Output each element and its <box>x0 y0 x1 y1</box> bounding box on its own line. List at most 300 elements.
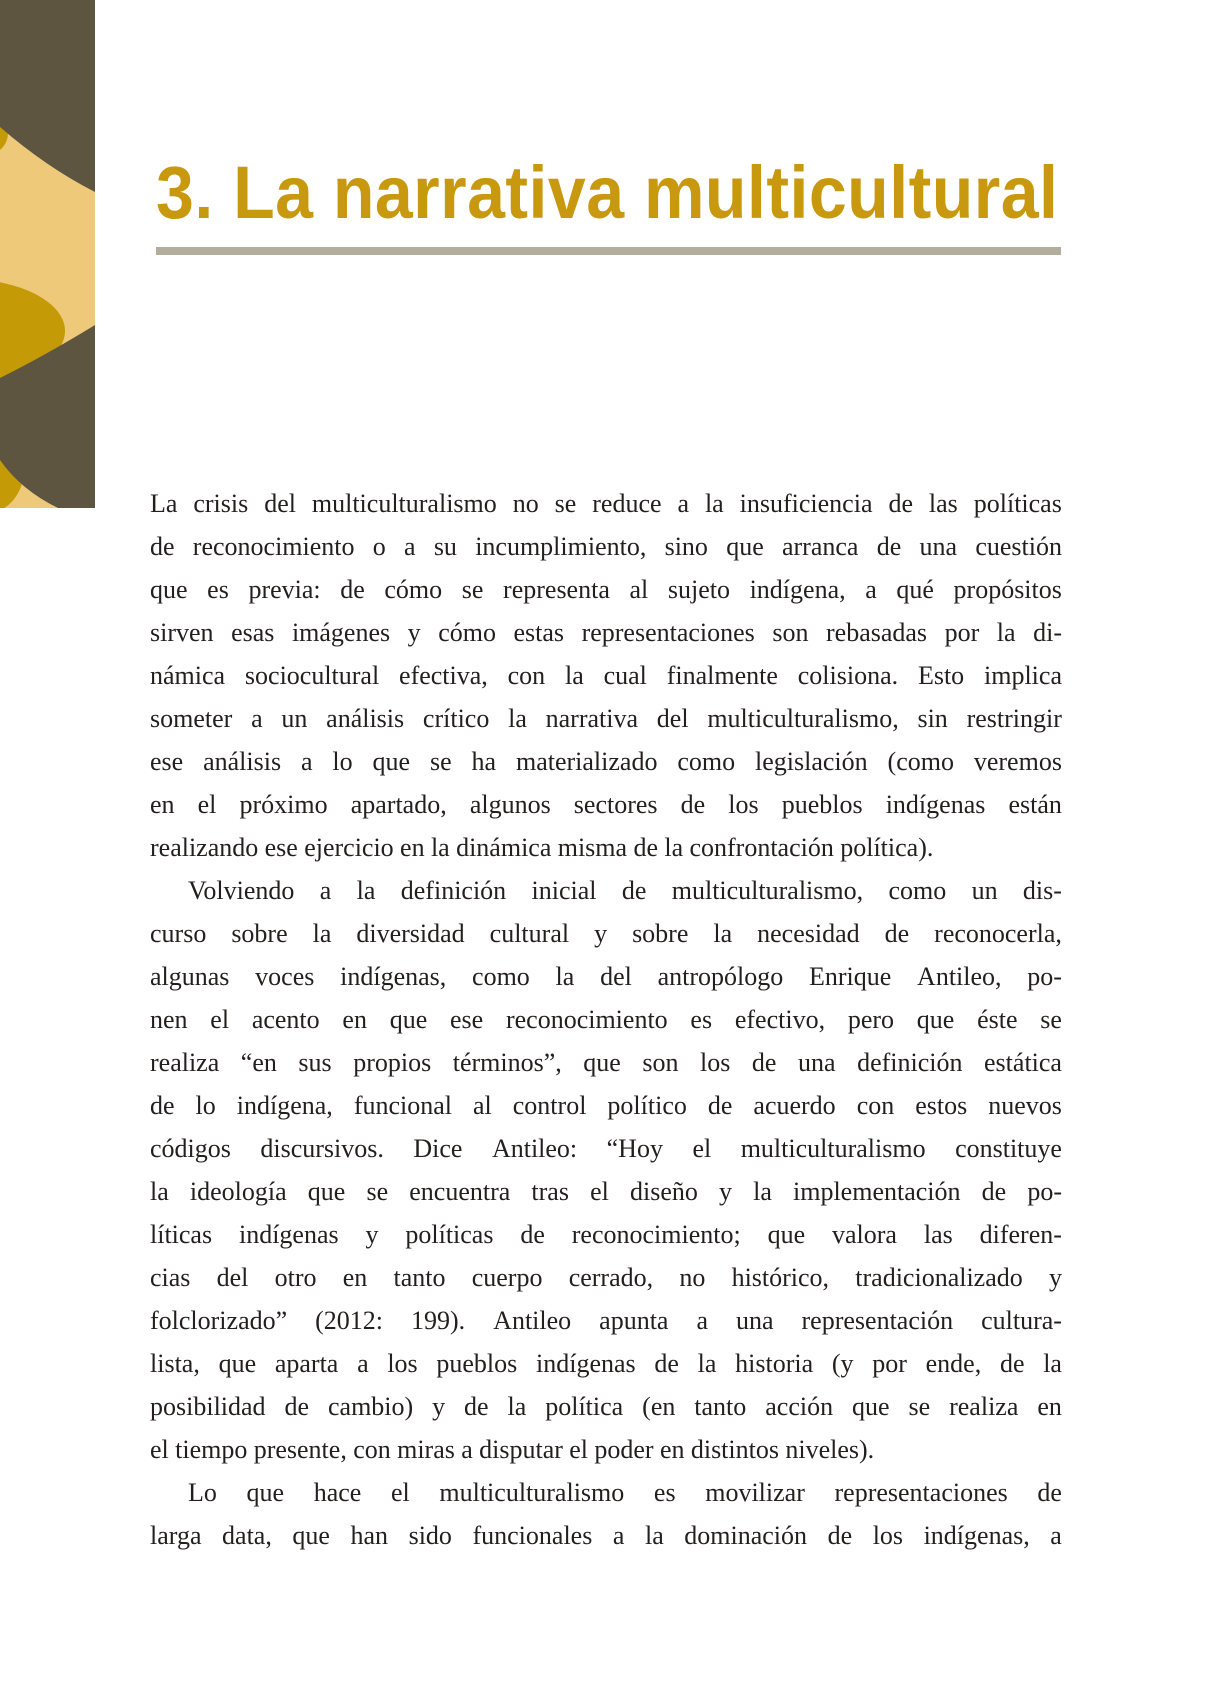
word: sido <box>408 1521 452 1550</box>
body-line <box>150 1213 1062 1256</box>
word: por <box>944 618 980 647</box>
body-line <box>150 1256 1062 1299</box>
word: (en <box>642 1392 676 1421</box>
word: lo <box>332 747 353 776</box>
word: confrontación <box>689 833 834 862</box>
body-line <box>150 740 1062 783</box>
word: arranca <box>781 532 859 561</box>
word: po- <box>1027 1177 1062 1206</box>
word: crítico <box>422 704 490 733</box>
word: la <box>150 1177 169 1206</box>
word: dinámica <box>456 833 552 862</box>
word: como <box>677 747 736 776</box>
word: o <box>372 532 386 561</box>
word: son <box>772 618 809 647</box>
word: discursivos. <box>260 1134 384 1163</box>
word: tras <box>531 1177 569 1206</box>
word: algunas <box>150 962 230 991</box>
word: que <box>292 1521 330 1550</box>
word: esas <box>231 618 275 647</box>
word: del <box>600 962 632 991</box>
word: disputar <box>479 1435 563 1464</box>
word: legislación <box>755 747 868 776</box>
word: al <box>473 1091 492 1120</box>
word: la <box>1043 1349 1062 1378</box>
body-line <box>150 1342 1062 1385</box>
word: éste <box>977 1005 1018 1034</box>
word: han <box>350 1521 389 1550</box>
word: de <box>150 532 175 561</box>
body-line <box>150 611 1062 654</box>
word: Lo <box>188 1478 217 1507</box>
word: tanto <box>393 1263 446 1292</box>
word: multiculturalismo <box>740 1134 926 1163</box>
body-line <box>150 1514 1062 1557</box>
word: ese <box>450 1005 484 1034</box>
word: de <box>884 919 910 948</box>
word: la <box>430 833 450 862</box>
word: nuevos <box>988 1091 1062 1120</box>
body-line <box>150 1299 1062 1342</box>
body-line <box>150 955 1062 998</box>
word: y <box>432 1392 446 1421</box>
word: valora <box>832 1220 897 1249</box>
word: folclorizado” <box>150 1306 288 1335</box>
word: hace <box>313 1478 362 1507</box>
word: rebasadas <box>826 618 928 647</box>
word: realiza <box>150 1048 220 1077</box>
word: historia <box>735 1349 814 1378</box>
word: someter <box>150 704 233 733</box>
word: como <box>472 962 530 991</box>
word: restringir <box>966 704 1062 733</box>
word: políticas <box>405 1220 494 1249</box>
word: próximo <box>239 790 328 819</box>
word: histórico, <box>731 1263 830 1292</box>
word: curso <box>150 919 207 948</box>
word: los <box>387 1349 418 1378</box>
word: reconocimiento; <box>571 1220 741 1249</box>
body-line <box>150 998 1062 1041</box>
word: misma <box>557 833 628 862</box>
word: la <box>753 1177 772 1206</box>
word: a <box>696 1306 708 1335</box>
chapter-title <box>156 151 1137 234</box>
word: de <box>707 1091 733 1120</box>
word: el <box>692 1134 712 1163</box>
word: reconocerla, <box>934 919 1062 948</box>
word: Enrique <box>808 962 892 991</box>
word: de <box>150 1091 175 1120</box>
word: sobre <box>231 919 288 948</box>
word: cambio) <box>327 1392 414 1421</box>
word: diferen- <box>979 1220 1062 1249</box>
body-line <box>150 1170 1062 1213</box>
decorative-margin-art <box>0 0 95 508</box>
word: Volviendo <box>188 876 295 905</box>
word: incumplimiento, <box>475 532 647 561</box>
word: distintos <box>690 1435 779 1464</box>
word: materializado <box>515 747 658 776</box>
word: política). <box>840 833 934 862</box>
word: político <box>607 1091 687 1120</box>
word: reconocimiento <box>505 1005 668 1034</box>
word: diversidad <box>356 919 465 948</box>
word: aparta <box>274 1349 339 1378</box>
word: de <box>680 790 706 819</box>
word: estática <box>984 1048 1062 1077</box>
word: indígena, <box>236 1091 333 1120</box>
word: cerrado, <box>568 1263 654 1292</box>
word: narrativa <box>545 704 639 733</box>
word: no <box>679 1263 706 1292</box>
word: al <box>629 575 649 604</box>
word: que <box>916 1005 955 1034</box>
word: con <box>507 661 546 690</box>
word: la <box>508 704 527 733</box>
word: ende, <box>925 1349 982 1378</box>
word: Antileo <box>493 1306 572 1335</box>
word: otro <box>274 1263 317 1292</box>
word: de <box>751 1048 777 1077</box>
word: se <box>554 489 577 518</box>
body-line <box>150 1428 1062 1471</box>
body-line <box>150 568 1062 611</box>
word: líticas <box>150 1220 213 1249</box>
body-line <box>150 654 1062 697</box>
word: y <box>1048 1263 1062 1292</box>
word: sujeto <box>667 575 730 604</box>
word: (y <box>831 1349 854 1378</box>
word: el <box>150 1435 169 1464</box>
word: a <box>677 489 690 518</box>
word: indígenas, <box>340 962 447 991</box>
word: que <box>389 1005 428 1034</box>
word: a <box>612 1521 625 1550</box>
word: la <box>996 618 1016 647</box>
word: realizando <box>150 833 259 862</box>
word: del <box>656 704 689 733</box>
word: crisis <box>193 489 249 518</box>
body-line <box>150 912 1062 955</box>
word: de <box>520 1220 545 1249</box>
word: sobre <box>632 919 689 948</box>
word: pero <box>847 1005 895 1034</box>
chapter-title-text: 3. La narrativa multicultural <box>156 151 1059 234</box>
word: cuestión <box>975 532 1062 561</box>
word: indígena, <box>749 575 846 604</box>
word: a <box>404 532 416 561</box>
body-line <box>150 1084 1062 1127</box>
word: necesidad <box>757 919 860 948</box>
word: en <box>1037 1392 1062 1421</box>
word: los <box>872 1521 904 1550</box>
word: sectores <box>573 790 658 819</box>
word: de <box>654 1349 679 1378</box>
word: implica <box>984 661 1062 690</box>
body-text-block <box>150 482 1062 1557</box>
word: el <box>590 1177 609 1206</box>
word: ejercicio <box>304 833 394 862</box>
word: miras <box>397 1435 455 1464</box>
word: con <box>353 1435 391 1464</box>
word: en <box>400 833 425 862</box>
word: Antileo, <box>917 962 1002 991</box>
word: las <box>928 489 958 518</box>
body-line <box>150 482 1062 525</box>
word: Antileo: <box>491 1134 578 1163</box>
word: veremos <box>973 747 1062 776</box>
word: la <box>704 489 724 518</box>
word: una <box>919 532 958 561</box>
word: y <box>719 1177 732 1206</box>
word: cómo <box>438 618 496 647</box>
word: Esto <box>917 661 965 690</box>
word: di- <box>1033 618 1062 647</box>
word: propios <box>353 1048 432 1077</box>
word: pueblos <box>781 790 863 819</box>
word: se <box>366 1177 389 1206</box>
word: representación <box>801 1306 954 1335</box>
body-line <box>150 697 1062 740</box>
word: ideología <box>189 1177 287 1206</box>
word: tradicionalizado <box>855 1263 1023 1292</box>
word: ese <box>264 833 298 862</box>
word: el <box>569 1435 589 1464</box>
word: a <box>319 876 332 905</box>
word: representaciones <box>581 618 755 647</box>
word: es <box>690 1005 713 1034</box>
word: se <box>908 1392 931 1421</box>
word: poder <box>594 1435 654 1464</box>
word: cultural <box>489 919 570 948</box>
word: de <box>876 532 902 561</box>
word: de <box>621 876 647 905</box>
word: el <box>390 1478 410 1507</box>
word: Dice <box>413 1134 463 1163</box>
word: en <box>150 790 175 819</box>
word: el <box>210 1005 230 1034</box>
body-line <box>150 525 1062 568</box>
word: apartado, <box>350 790 447 819</box>
word: por <box>872 1349 907 1378</box>
word: no <box>512 489 539 518</box>
word: funcionales <box>472 1521 593 1550</box>
word: larga <box>150 1521 202 1550</box>
word: qué <box>896 575 934 604</box>
word: una <box>735 1306 774 1335</box>
word: las <box>923 1220 953 1249</box>
word: antropólogo <box>657 962 784 991</box>
word: definición <box>400 876 507 905</box>
word: un <box>971 876 998 905</box>
word: indígenas <box>238 1220 339 1249</box>
word: es <box>207 575 229 604</box>
word: “Hoy <box>606 1134 663 1163</box>
word: a <box>1050 1521 1062 1550</box>
word: acción <box>765 1392 834 1421</box>
word: acuerdo <box>753 1091 836 1120</box>
word: funcional <box>353 1091 452 1120</box>
word: cias <box>150 1263 191 1292</box>
word: apunta <box>599 1306 669 1335</box>
body-line <box>150 1471 1062 1514</box>
word: niveles). <box>785 1435 875 1464</box>
word: sociocultural <box>244 661 380 690</box>
word: y <box>594 919 608 948</box>
word: multiculturalismo, <box>671 876 864 905</box>
word: de <box>1037 1478 1062 1507</box>
word: de <box>888 489 913 518</box>
word: del <box>264 489 296 518</box>
word: representaciones <box>834 1478 1008 1507</box>
word: realiza <box>949 1392 1019 1421</box>
word: la <box>713 919 733 948</box>
word: insuficiencia <box>739 489 873 518</box>
word: acento <box>251 1005 320 1034</box>
word: propósitos <box>953 575 1062 604</box>
word: a <box>357 1349 369 1378</box>
word: reduce <box>592 489 662 518</box>
body-line <box>150 1041 1062 1084</box>
word: la <box>565 661 584 690</box>
word: que <box>218 1349 257 1378</box>
word: la <box>555 962 575 991</box>
word: que <box>726 532 764 561</box>
word: cual <box>603 661 647 690</box>
word: colisiona. <box>797 661 899 690</box>
word: a <box>251 704 263 733</box>
word: en <box>342 1005 367 1034</box>
word: algunos <box>469 790 551 819</box>
word: del <box>216 1263 249 1292</box>
word: La <box>150 489 178 518</box>
word: se <box>1040 1005 1062 1034</box>
word: nen <box>150 1005 188 1034</box>
word: que <box>246 1478 285 1507</box>
word: námica <box>150 661 226 690</box>
word: están <box>1008 790 1062 819</box>
word: tiempo <box>175 1435 248 1464</box>
word: previa: <box>248 575 321 604</box>
word: de <box>633 833 658 862</box>
title-underline-rule <box>156 247 1061 255</box>
word: indígenas, <box>923 1521 1030 1550</box>
word: se <box>429 747 452 776</box>
word: a <box>865 575 877 604</box>
word: su <box>433 532 457 561</box>
word: que <box>307 1177 346 1206</box>
word: a <box>300 747 313 776</box>
word: una <box>797 1048 836 1077</box>
body-line <box>150 1385 1062 1428</box>
word: ese <box>150 747 184 776</box>
word: códigos <box>150 1134 231 1163</box>
word: que <box>852 1392 890 1421</box>
word: con <box>856 1091 895 1120</box>
word: la <box>697 1349 717 1378</box>
word: finalmente <box>666 661 778 690</box>
word: inicial <box>531 876 597 905</box>
word: imágenes <box>291 618 391 647</box>
word: sirven <box>150 618 214 647</box>
word: cómo <box>384 575 443 604</box>
word: indígenas <box>885 790 986 819</box>
word: data, <box>222 1521 272 1550</box>
word: multiculturalismo <box>439 1478 625 1507</box>
word: los <box>728 790 759 819</box>
word: que <box>583 1048 621 1077</box>
word: términos”, <box>452 1048 562 1077</box>
word: sus <box>298 1048 332 1077</box>
word: “en <box>240 1048 277 1077</box>
word: efectiva, <box>399 661 488 690</box>
word: la <box>507 1392 527 1421</box>
word: pueblos <box>436 1349 518 1378</box>
word: un <box>281 704 308 733</box>
word: 199). <box>411 1306 466 1335</box>
word: tanto <box>694 1392 747 1421</box>
word: como <box>888 876 947 905</box>
word: constituye <box>955 1134 1062 1163</box>
word: sin <box>917 704 948 733</box>
word: la <box>644 1521 664 1550</box>
word: política <box>545 1392 624 1421</box>
word: dominación <box>684 1521 808 1550</box>
body-line <box>150 826 1062 869</box>
word: efectivo, <box>734 1005 826 1034</box>
word: de <box>464 1392 489 1421</box>
body-line <box>150 783 1062 826</box>
word: voces <box>255 962 315 991</box>
word: de <box>999 1349 1025 1378</box>
word: estas <box>513 618 565 647</box>
word: la <box>664 833 684 862</box>
word: multiculturalismo <box>311 489 497 518</box>
word: son <box>642 1048 679 1077</box>
body-line <box>150 1127 1062 1170</box>
word: es <box>653 1478 676 1507</box>
word: control <box>512 1091 587 1120</box>
word: (2012: <box>315 1306 384 1335</box>
word: en <box>342 1263 368 1292</box>
word: diseño <box>629 1177 698 1206</box>
word: de <box>981 1177 1007 1206</box>
word: dis- <box>1022 876 1062 905</box>
word: que <box>372 747 411 776</box>
word: la <box>312 919 332 948</box>
word: a <box>461 1435 473 1464</box>
word: se <box>461 575 484 604</box>
word: (como <box>887 747 954 776</box>
word: movilizar <box>705 1478 805 1507</box>
word: presente, <box>253 1435 347 1464</box>
word: po- <box>1027 962 1062 991</box>
word: representa <box>503 575 610 604</box>
word: implementación <box>793 1177 961 1206</box>
word: reconocimiento <box>192 532 355 561</box>
word: multiculturalismo, <box>707 704 899 733</box>
word: posibilidad <box>150 1392 266 1421</box>
word: que <box>767 1220 806 1249</box>
word: cuerpo <box>471 1263 543 1292</box>
word: análisis <box>326 704 405 733</box>
word: la <box>356 876 376 905</box>
word: de <box>284 1392 310 1421</box>
word: en <box>659 1435 685 1464</box>
word: y <box>407 618 421 647</box>
word: definición <box>857 1048 963 1077</box>
